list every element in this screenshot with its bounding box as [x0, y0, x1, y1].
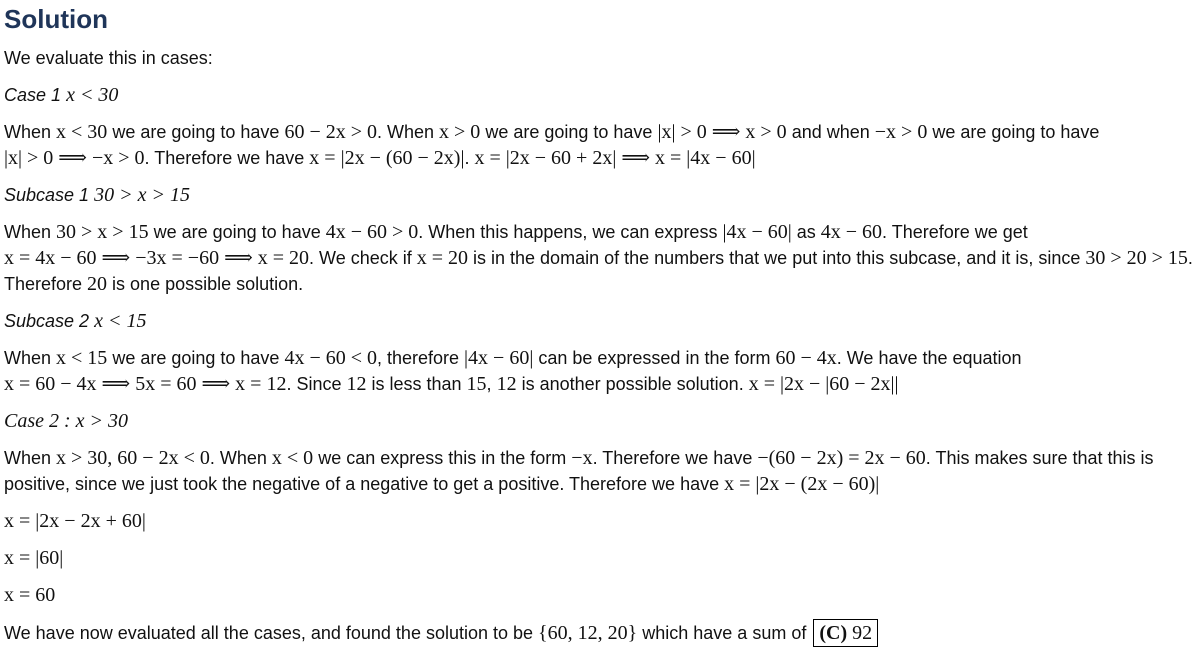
text: can be expressed in the form [533, 348, 776, 368]
final-paragraph [4, 619, 1199, 647]
text: and when [786, 122, 875, 142]
text: . Since [286, 374, 347, 394]
math: x = |2x − |60 − 2x|| [748, 373, 899, 395]
math: |4x − 60| [464, 347, 534, 369]
math: x < 0 [271, 447, 314, 469]
text: . When [377, 122, 440, 142]
case1-label: Case 1 [4, 85, 62, 105]
math: |x| > 0 ⟹ −x > 0 [4, 147, 145, 169]
text: is in the domain of the numbers that we put into this subcase, and it is, since [468, 248, 1086, 268]
math: 4x − 60 > 0 [325, 221, 419, 243]
math: x = |2x − (60 − 2x)| [309, 147, 465, 169]
subcase2-label: Subcase 2 [4, 311, 90, 331]
equation-line-2 [4, 545, 1199, 571]
text: We have now evaluated all the cases, and found the solution to be [4, 623, 539, 643]
text: When [4, 122, 57, 142]
text: . We check if [309, 248, 417, 268]
solution-set: {60, 12, 20} [538, 622, 638, 644]
math: x = |2x − (2x − 60)| [724, 473, 880, 495]
text: , therefore [377, 348, 465, 368]
text: , [486, 374, 497, 394]
text: . When this happens, we can express [418, 222, 723, 242]
math: 20 [87, 273, 108, 295]
math: x > 0 [439, 121, 481, 143]
math: 12 [496, 373, 517, 395]
text: When [4, 222, 57, 242]
math: 30 > x > 15 [56, 221, 149, 243]
math: x = 60 − 4x ⟹ 5x = 60 ⟹ x = 12 [4, 373, 287, 395]
case1-condition: x < 30 [66, 84, 119, 106]
math: x = |60| [4, 547, 64, 569]
text: is one possible solution. [107, 274, 304, 294]
math: x < 30 [56, 121, 108, 143]
math: |x| > 0 ⟹ x > 0 [657, 121, 787, 143]
text: . We have the equation [836, 348, 1022, 368]
text: we can express this in the form [313, 448, 572, 468]
text: When [4, 448, 57, 468]
text: we are going to have [927, 122, 1100, 142]
math: x = 60 [4, 584, 56, 606]
text: When [4, 348, 57, 368]
text: is less than [366, 374, 467, 394]
text: is another possible solution. [516, 374, 749, 394]
math: 4x − 60 < 0 [284, 347, 377, 369]
math: x < 15 [56, 347, 108, 369]
text: which have a sum of [637, 623, 812, 643]
text: . This makes sure that this is positive, since we just took the negative of a negative to get a positive. Therefore we have [4, 448, 1154, 494]
text: . Therefore [4, 248, 1193, 294]
case2-label: Case 2 : x > 30 [4, 410, 129, 432]
text: . When [209, 448, 272, 468]
case1-paragraph [4, 119, 1199, 171]
math: 30 > 20 > 15 [1085, 247, 1188, 269]
subcase2-condition: x < 15 [94, 310, 147, 332]
math: 12 [346, 373, 367, 395]
intro-text: We evaluate this in cases: [4, 48, 213, 68]
text: . Therefore we get [882, 222, 1028, 242]
subcase2-paragraph [4, 345, 1199, 397]
math: x = |2x − 2x + 60| [4, 510, 146, 532]
case2-heading [4, 408, 1199, 434]
math: x = |2x − 60 + 2x| ⟹ x = |4x − 60| [474, 147, 756, 169]
subcase1-label: Subcase 1 [4, 185, 90, 205]
answer-value: 92 [847, 622, 873, 644]
math: 4x − 60 [820, 221, 883, 243]
answer-box [813, 619, 878, 647]
text: we are going to have [148, 222, 326, 242]
math: x = 4x − 60 ⟹ −3x = −60 ⟹ x = 20 [4, 247, 310, 269]
text: . Therefore we have [144, 148, 310, 168]
math: 60 − 4x [775, 347, 837, 369]
subcase1-condition: 30 > x > 15 [94, 184, 190, 206]
math: −(60 − 2x) = 2x − 60 [757, 447, 926, 469]
page-title: Solution [4, 4, 108, 34]
text: we are going to have [107, 348, 285, 368]
case1-heading [4, 82, 1199, 108]
math: 15 [466, 373, 487, 395]
math: −x [571, 447, 593, 469]
subcase1-heading [4, 182, 1199, 208]
equation-line-3 [4, 582, 1199, 608]
math: x = 20 [416, 247, 469, 269]
math: x > 30, 60 − 2x < 0 [56, 447, 210, 469]
answer-letter: (C) [819, 622, 848, 644]
subcase2-heading [4, 308, 1199, 334]
math: −x > 0 [874, 121, 928, 143]
text: as [791, 222, 821, 242]
text: we are going to have [107, 122, 285, 142]
math: 60 − 2x > 0 [284, 121, 377, 143]
equation-line-1 [4, 508, 1199, 534]
text: we are going to have [480, 122, 658, 142]
text: . Therefore we have [592, 448, 758, 468]
case2-paragraph [4, 445, 1199, 497]
text: . [464, 148, 475, 168]
subcase1-paragraph [4, 219, 1199, 297]
math: |4x − 60| [722, 221, 792, 243]
